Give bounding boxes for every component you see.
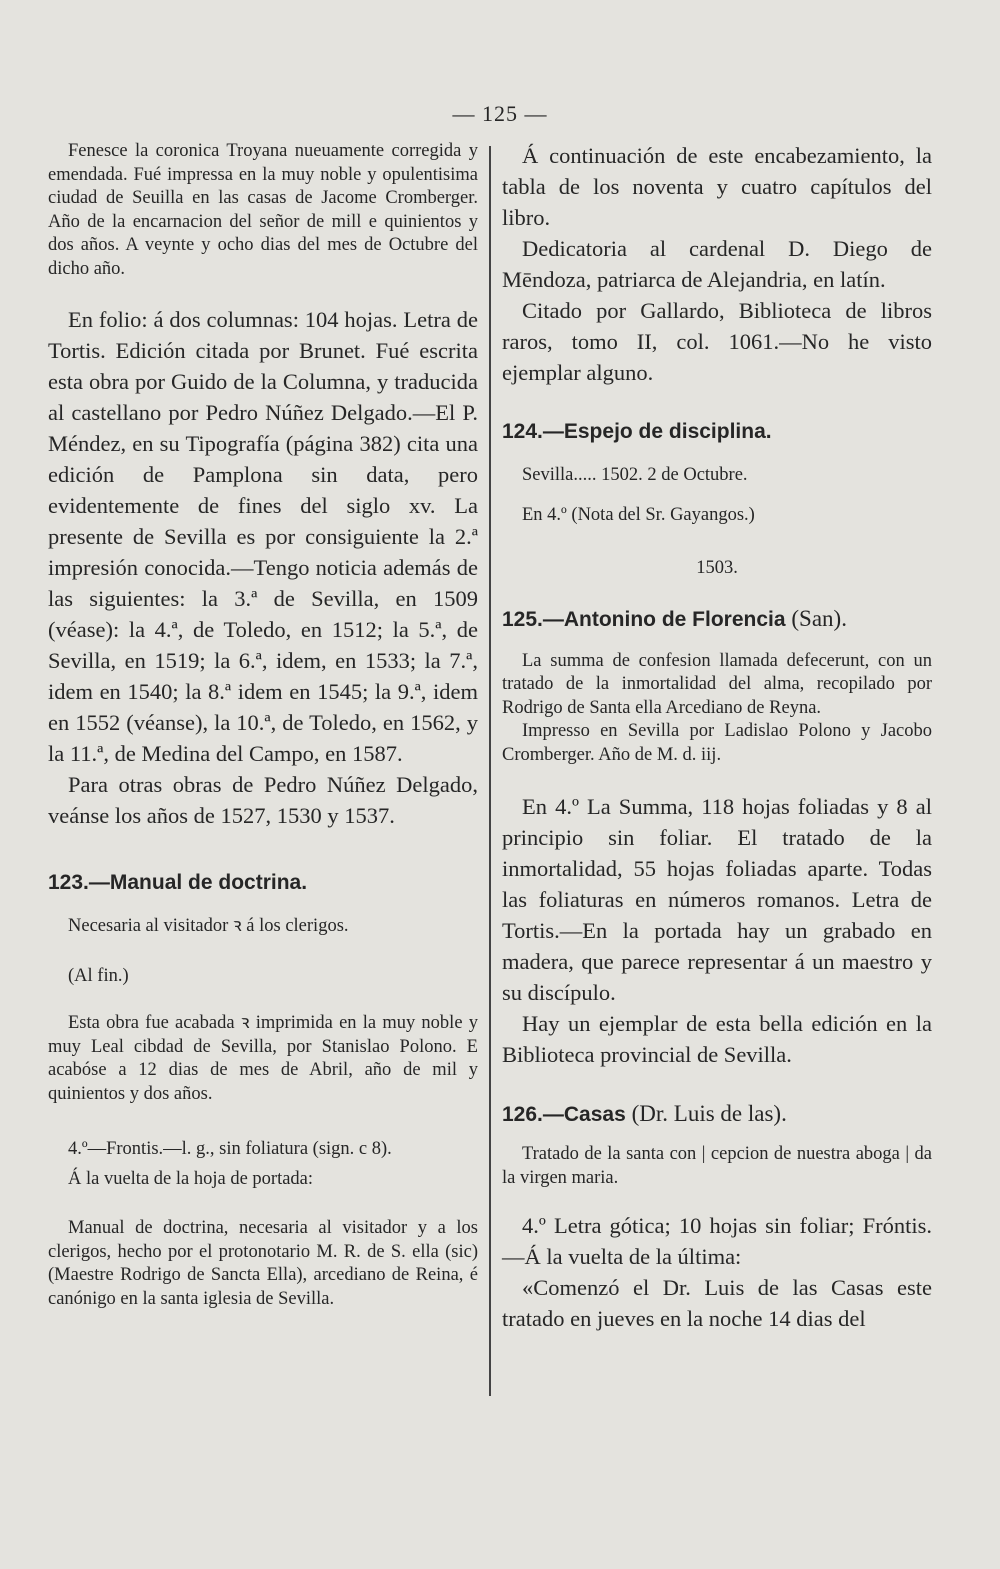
entry-125-heading <box>502 605 932 634</box>
entry-123-al-fin: (Al fin.) <box>68 965 129 986</box>
entry-125-imprint: Impresso en Sevilla por Ladislao Polono y Jacobo Cromberger. Año de M. d. iij. <box>502 721 932 765</box>
entry-125-title: La summa de confesion llamada defecerunt, con un tratado de la inmortalidad del alma, recopilado por Rodrigo de Santa ella Arcediano de Reyna. <box>502 650 932 718</box>
entry-123-title: Necesaria al visitador ꝛ á los clerigos. <box>68 916 349 936</box>
right-column <box>502 140 932 1334</box>
entry-125-description: En 4.º La Summa, 118 hojas foliadas y 8 al principio sin foliar. El tratado de la inmortalidad, 55 hojas foliadas aparte. Todas las foliaturas en números romanos. Letra de Tortis.—En la portada hay un grabado en madera, que parece representar á un maestro y su discípulo. <box>502 794 932 1005</box>
continuation-text-1: Á continuación de este encabezamiento, la tabla de los noventa y cuatro capítulos del libro. <box>502 143 932 230</box>
bibliographic-note: En folio: á dos columnas: 104 hojas. Letra de Tortis. Edición citada por Brunet. Fué escrita esta obra por Guido de la Columna, y traducida al castellano por Pedro Núñez Delgado.—El P. Méndez, en su Tipografía (página 382) cita una edición de Pamplona sin data, pero evidentemente de fines del siglo xv. La presente de Sevilla es por consiguiente la 2.ª impresión conocida.—Tengo noticia además de las siguientes: la 3.ª de Sevilla, en 1509 (véase): la 4.ª, de Toledo, en 1512; la 5.ª, de Sevilla, en 1519; la 6.ª, idem, en 1533; la 7.ª, idem en 1540; la 8.ª idem en 1545; la 9.ª, idem en 1552 (véanse), la 10.ª, de Toledo, en 1562, y la 11.ª, de Medina del Campo, en 1587. <box>48 307 478 766</box>
entry-123-verso: Á la vuelta de la hoja de portada: <box>68 1168 314 1189</box>
entry-123-description: Manual de doctrina, necesaria al visitador y a los clerigos, hecho por el protonotario M. R. de S. ella (sic) (Maestre Rodrigo de Sancta Ella), arcediano de Reina, é canónigo en la santa iglesia de Sevilla. <box>48 1218 478 1309</box>
entry-123-format: 4.º—Frontis.—l. g., sin foliatura (sign. c 8). <box>68 1139 392 1159</box>
entry-126-heading <box>502 1100 932 1129</box>
left-column <box>48 140 478 1311</box>
colophon-text: Fenesce la coronica Troyana nueuamente corregida y emendada. Fué impressa en la muy noble y opulentisima ciudad de Seuilla en las casas de Jacome Cromberger. Año de la encarnacion del señor de mill e quinientos y dos años. A veynte y ocho dias del mes de Octubre del dicho año. <box>48 141 478 279</box>
year-heading-1503: 1503. <box>696 558 738 578</box>
entry-126-heading-bold: 126.—Casas <box>502 1103 626 1126</box>
entry-125-heading-roman: (San). <box>791 605 847 631</box>
page-number: — 125 — <box>452 101 548 126</box>
entry-123-colophon: Esta obra fue acabada ꝛ imprimida en la muy noble y muy Leal cibdad de Sevilla, por Stanislao Polono. E acabóse a 12 dias de mes de Abril, año de mil y quinientos y dos años. <box>48 1013 478 1104</box>
entry-124-note: En 4.º (Nota del Sr. Gayangos.) <box>522 504 755 525</box>
continuation-text-3: Citado por Gallardo, Biblioteca de libros raros, tomo II, col. 1061.—No he visto ejemplar alguno. <box>502 298 932 385</box>
entry-124-place-date: Sevilla..... 1502. 2 de Octubre. <box>522 465 748 485</box>
entry-125-copy: Hay un ejemplar de esta bella edición en la Biblioteca provincial de Sevilla. <box>502 1011 932 1067</box>
entry-126-description: 4.º Letra gótica; 10 hojas sin foliar; Fróntis.—Á la vuelta de la última: <box>502 1213 932 1269</box>
column-divider <box>489 146 491 1396</box>
entry-126-quote: «Comenzó el Dr. Luis de las Casas este tratado en jueves en la noche 14 dias del <box>502 1275 932 1331</box>
entry-126-heading-roman: (Dr. Luis de las). <box>631 1101 787 1126</box>
entry-126-title: Tratado de la santa con | cepcion de nuestra aboga | da la virgen maria. <box>502 1144 932 1188</box>
entry-125-heading-bold: 125.—Antonino de Florencia <box>502 607 786 631</box>
entry-124-heading: 124.—Espejo de disciplina. <box>502 420 772 443</box>
entry-123-heading: 123.—Manual de doctrina. <box>48 871 308 894</box>
continuation-text-2: Dedicatoria al cardenal D. Diego de Mēndoza, patriarca de Alejandria, en latín. <box>502 236 932 292</box>
see-also-note: Para otras obras de Pedro Núñez Delgado, veánse los años de 1527, 1530 y 1537. <box>48 772 478 828</box>
